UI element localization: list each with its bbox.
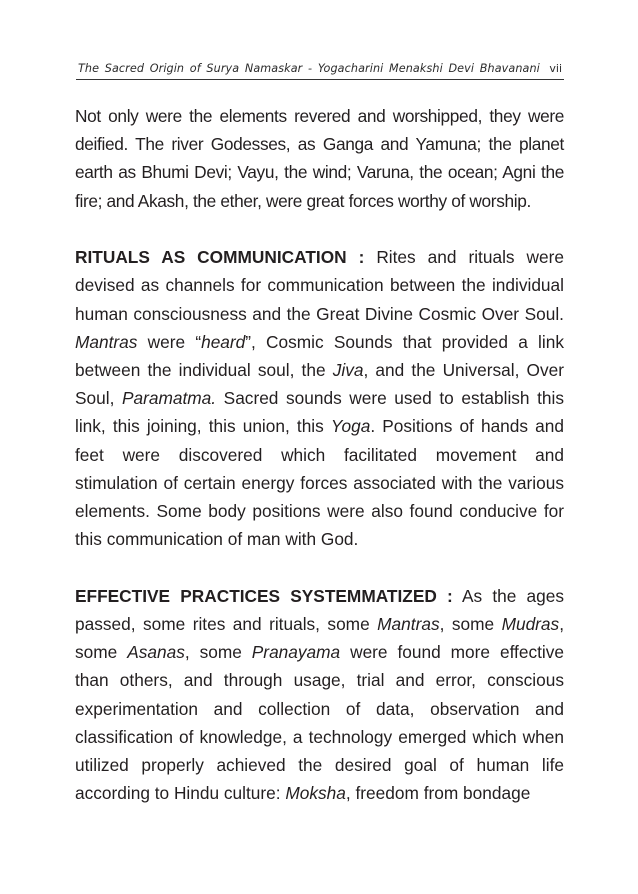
italic-term-mudras: Mudras	[501, 614, 560, 635]
italic-term-heard: heard	[201, 331, 246, 352]
paragraph-text: , some	[75, 614, 564, 663]
paragraph-effective-practices	[75, 582, 564, 808]
paragraph-text: were “	[137, 331, 202, 352]
paragraph-text: , freedom from bondage	[345, 783, 531, 804]
italic-term-jiva: Jiva	[332, 360, 364, 381]
paragraph-text: , and the Universal, Over Soul,	[75, 360, 565, 409]
italic-term-moksha: Moksha	[285, 783, 346, 804]
body-text	[75, 102, 564, 836]
italic-term-asanas: Asanas	[127, 642, 185, 663]
italic-term-paramatma: Paramatma.	[121, 388, 217, 409]
paragraph-text: , some	[439, 614, 502, 635]
paragraph-text: . Positions of hands and feet were discovered which facilitated movement and stimulation of certain energy forces associated with the various elements. Some body positions were also found conducive for this communication of man with God.	[75, 416, 564, 550]
header-rule	[76, 79, 564, 80]
italic-term-mantras: Mantras	[75, 331, 138, 352]
italic-term-mantras: Mantras	[377, 614, 440, 635]
running-header-title: The Sacred Origin of Surya Namaskar - Yogacharini Menakshi Devi Bhavanani	[78, 62, 540, 75]
paragraph-text: Not only were the elements revered and worshipped, they were deified. The river Godesses, as Ganga and Yamuna; the planet earth as Bhumi Devi; Vayu, the wind; Varuna, the ocean; Agni the fire; and Akash, the ether, were great forces worthy of worship.	[75, 106, 564, 211]
italic-term-pranayama: Pranayama	[251, 642, 341, 663]
paragraph-text: Sacred sounds were used to establish this link, this joining, this union, this	[75, 388, 564, 437]
paragraph-text: ”, Cosmic Sounds that provided a link between the individual soul, the	[75, 331, 564, 381]
paragraph-text: As the ages passed, some rites and rituals, some	[75, 585, 564, 635]
italic-term-yoga: Yoga	[330, 416, 371, 437]
section-heading-effective-practices: EFFECTIVE PRACTICES SYSTEMMATIZED :	[75, 585, 453, 606]
paragraph-text: were found more effective than others, and through usage, trial and error, conscious experimentation and collection of data, observation and classification of knowledge, a technology emerged which when utilized properly achieved the desired goal of human life according to Hindu culture:	[75, 642, 564, 804]
paragraph-text: Rites and rituals were devised as channels for communication between the individual human consciousness and the Great Divine Cosmic Over Soul.	[75, 247, 564, 324]
running-header	[76, 58, 564, 80]
page-number: vii	[549, 62, 562, 75]
paragraph-rituals-as-communication	[75, 243, 564, 553]
paragraph-text: , some	[184, 642, 252, 663]
paragraph-elements-deified	[75, 102, 564, 215]
section-heading-rituals: RITUALS AS COMMUNICATION :	[75, 247, 365, 268]
